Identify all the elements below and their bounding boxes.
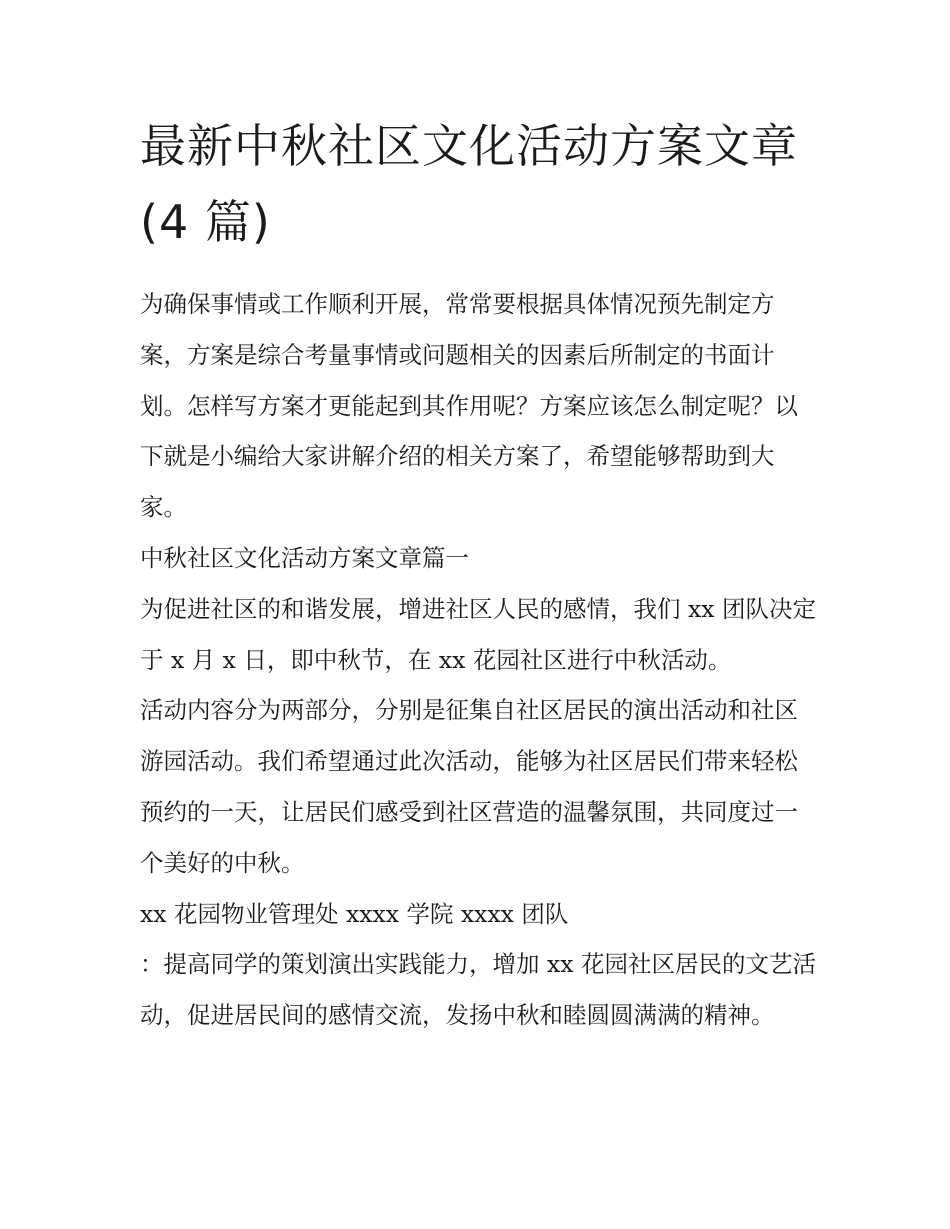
body-paragraph: 活动内容分为两部分，分别是征集自社区居民的演出活动和社区游园活动。我们希望通过此次活动，能够为社区居民们带来轻松预约的一天，让居民们感受到社区营造的温馨氛围，共同度过一个美好的中秋。 bbox=[140, 696, 798, 877]
organizer-line: xx 花园物业管理处 xxxx 学院 xxxx 团队 bbox=[140, 899, 569, 928]
document-title: 最新中秋社区文化活动方案文章(4 篇) bbox=[140, 119, 798, 249]
body-paragraph: ：提高同学的策划演出实践能力，增加 xx 花园社区居民的文艺活动，促进居民间的感情交流，发扬中秋和睦圆圆满满的精神。 bbox=[140, 950, 816, 1030]
body-paragraph: 为促进社区的和谐发展，增进社区人民的感情，我们 xx 团队决定于 x 月 x 日，即中秋节，在 xx 花园社区进行中秋活动。 bbox=[140, 594, 816, 674]
section-heading: 中秋社区文化活动方案文章篇一 bbox=[140, 543, 469, 572]
document-body bbox=[140, 279, 820, 1041]
intro-paragraph: 为确保事情或工作顺利开展，常常要根据具体情况预先制定方案，方案是综合考量事情或问题相关的因素后所制定的书面计划。怎样写方案才更能起到其作用呢？方案应该怎么制定呢？以下就是小编给大家讲解介绍的相关方案了，希望能够帮助到大家。 bbox=[140, 290, 798, 522]
